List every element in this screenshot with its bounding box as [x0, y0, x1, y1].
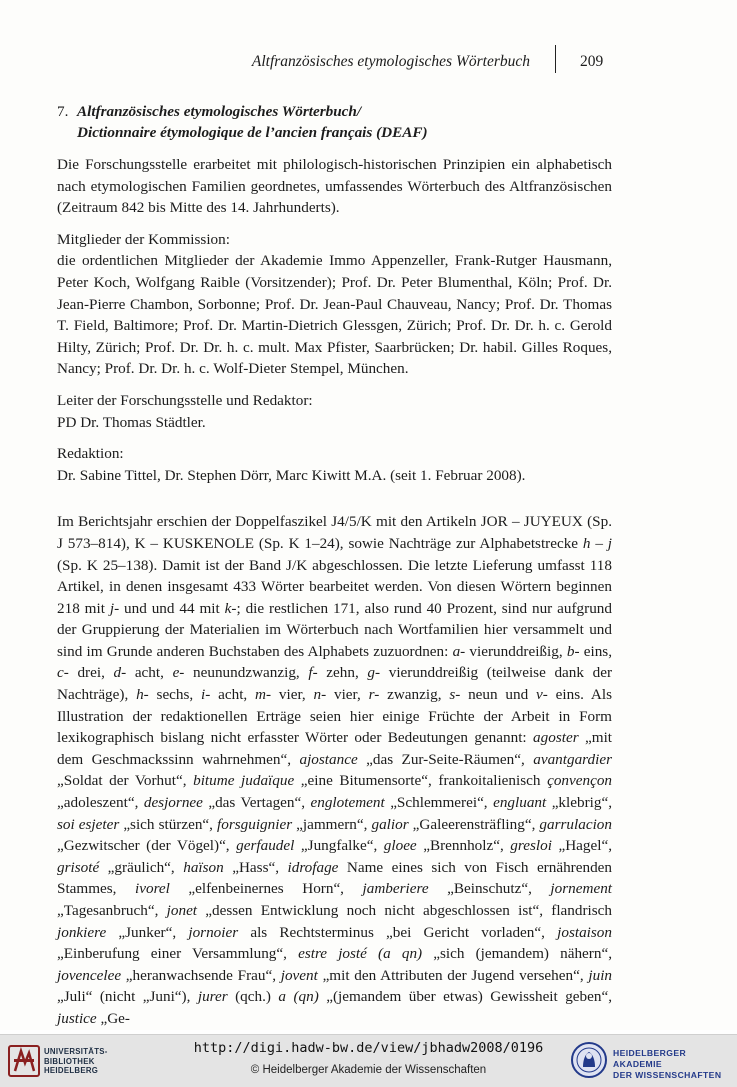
- report-text: neunundzwanzig,: [184, 664, 309, 682]
- leader-label: Leiter der Forschungsstelle und Redaktor:: [57, 391, 313, 409]
- gloss: „klebrig“,: [546, 794, 612, 812]
- headword: juin: [588, 966, 613, 984]
- headword: jostaison: [557, 923, 612, 941]
- report-text: vierunddreißig (teilweise dank der Nachträge),: [57, 664, 613, 704]
- gloss: „dessen Entwicklung noch nicht abgeschlossen ist“, flandrisch: [197, 902, 613, 919]
- gloss: „mit den Attributen der Jugend versehen“,: [317, 966, 589, 984]
- letter-k: k-: [224, 599, 237, 617]
- headword: ivorel: [135, 880, 170, 898]
- headword: grisoté: [57, 858, 100, 876]
- running-head-title: Altfranzösisches etymologisches Wörterbuch: [251, 53, 530, 70]
- headword: haïson: [183, 858, 224, 876]
- report-text: zehn,: [317, 664, 368, 682]
- gloss: „elfenbeinernes Horn“,: [169, 880, 363, 898]
- headword: bitume judaïque: [193, 772, 295, 790]
- logo-text-line: BIBLIOTHEK: [44, 1056, 95, 1066]
- headword: jovent: [280, 966, 318, 984]
- section-title-line1: Altfranzösisches etymologisches Wörterbuch/: [77, 103, 362, 120]
- headword: idrofage: [287, 858, 339, 876]
- gloss: „Beinschutz“,: [428, 880, 551, 898]
- headword: gloee: [383, 837, 417, 855]
- report-text: vier,: [271, 686, 314, 704]
- letter-e: e-: [172, 664, 185, 682]
- gloss: „das Zur-Seite-Räumen“,: [357, 750, 534, 768]
- gloss: „(jemandem über etwas) Gewissheit geben“,: [318, 988, 612, 1006]
- gloss: „Soldat der Vorhut“,: [57, 772, 194, 790]
- gloss: „das Vertagen“,: [202, 794, 311, 812]
- report-text: und und 44 mit: [119, 599, 225, 617]
- logo-text-line: UNIVERSITÄTS-: [44, 1047, 108, 1056]
- running-head-divider: [555, 45, 556, 73]
- headword: garrulacion: [539, 815, 612, 833]
- headword: ajostance: [299, 750, 358, 768]
- report-range: h – j: [582, 534, 612, 552]
- report-text: eins. Als Illustration der redaktionellen Erträge seien hier einige Früchte der Arbeit in Form lexikographisch bislang nicht erfasster Wörter oder Bedeutungen genannt:: [57, 686, 612, 747]
- headword: forsguignier: [217, 815, 293, 833]
- letter-d: d-: [113, 664, 127, 682]
- report-text: vierunddreißig,: [465, 642, 567, 660]
- letter-h: h-: [136, 686, 149, 704]
- academy-seal-icon: [570, 1041, 608, 1079]
- report-text: acht,: [126, 664, 173, 682]
- section-heading: [57, 101, 612, 143]
- headword: englotement: [310, 794, 385, 812]
- headword: engluant: [493, 794, 547, 812]
- headword: jovencelee: [57, 966, 122, 984]
- letter-a: a-: [452, 642, 466, 660]
- section-title-line2: Dictionnaire étymologique de l’ancien français (DEAF): [77, 124, 428, 141]
- letter-v: v-: [536, 686, 548, 704]
- page-number: 209: [580, 53, 604, 70]
- letter-g: g-: [367, 664, 381, 682]
- gloss: (qch.): [227, 988, 279, 1006]
- gloss: „jammern“,: [292, 815, 372, 833]
- letter-c: c-: [57, 664, 69, 682]
- report-text: eins,: [579, 642, 612, 660]
- intro-paragraph: Die Forschungsstelle erarbeitet mit philologisch-historischen Prinzipien ein alphabetisch nach etymologischen Familien geordnetes, umfassendes Wörterbuch des Altfranzösischen (Zeitraum 842 bis Mitte des 14. Jahrhunderts).: [57, 156, 612, 217]
- academy-name: [613, 1048, 737, 1081]
- gloss: „Jungfalke“,: [294, 837, 384, 855]
- letter-m: m-: [255, 686, 272, 704]
- commission-members: die ordentlichen Mitglieder der Akademie Immo Appenzeller, Frank-Rutger Hausmann, Peter Koch, Wolfgang Raible (Vorsitzender); Prof. Dr. Peter Blumenthal, Köln; Prof. Dr. Jean-Pierre Chambon, Sorbonne; Prof. Dr. Jean-Paul Chauveau, Nancy; Prof. Dr. Thomas T. Field, Baltimore; Prof. Dr. Martin-Dietrich Glessgen, Zürich; Prof. Dr. Dr. h. c. Gerold Hilty, Zürich; Prof. Dr. Dr. h. c. mult. Max Pfister, Saarbrücken; Dr. habil. Gilles Roques, Nancy; Prof. Dr. Dr. h. c. Wolf-Dieter Stempel, München.: [57, 252, 612, 378]
- gloss: „Einberufung einer Versammlung“,: [57, 945, 299, 963]
- report-text: vier,: [326, 686, 369, 704]
- gloss: „Brennholz“,: [416, 837, 511, 855]
- gloss: „mit dem Geschmackssinn wahrnehmen“,: [57, 729, 613, 768]
- logo-text-line: HEIDELBERGER AKADEMIE: [613, 1048, 687, 1069]
- letter-r: r-: [368, 686, 380, 704]
- headword: jornoier: [188, 923, 239, 941]
- report-text: Im Berichtsjahr erschien der Doppelfaszikel J4/5/K mit den Artikeln JOR – JUYEUX (Sp. J 573–814), K – KUSKENOLE (Sp. K 1–24), sowie Nachträge zur Alphabetstrecke: [57, 513, 612, 552]
- gloss: „Schlemmerei“,: [384, 794, 494, 812]
- gloss: als Rechtsterminus „bei Gericht vorladen“,: [238, 923, 558, 941]
- headword: galior: [371, 815, 409, 833]
- letter-i: i-: [201, 686, 211, 704]
- headword: jonkiere: [57, 923, 107, 941]
- headword: desjornee: [143, 794, 203, 812]
- permalink-url[interactable]: http://digi.hadw-bw.de/view/jbhadw2008/0196: [193, 1040, 544, 1056]
- headword: justice: [57, 1009, 97, 1027]
- headword: a (qn): [278, 988, 319, 1006]
- headword: gerfaudel: [236, 837, 295, 855]
- gloss: „Ge-: [96, 1009, 130, 1027]
- section-number: 7.: [57, 103, 69, 120]
- headword: soi esjeter: [57, 815, 120, 833]
- report-text: ; die restlichen 171, also rund 40 Prozent, sind nur aufgrund der Gruppierung der Materialien im Wörterbuch nach Wortfamilien hier versammelt und sind im Grunde anderen Buchstaben des Alphabets zuzuordnen:: [57, 599, 612, 660]
- logo-text-line: HEIDELBERG: [44, 1066, 99, 1075]
- headword: estre josté (a qn): [298, 945, 423, 963]
- gloss: „Galeerensträfling“,: [408, 815, 540, 833]
- viewer-footer: [0, 1034, 737, 1087]
- report-text: neun und: [460, 686, 537, 704]
- headword: avantgardier: [533, 750, 612, 768]
- report-text: zwanzig,: [379, 686, 450, 704]
- gloss: „gräulich“,: [99, 858, 184, 876]
- letter-b: b-: [566, 642, 580, 660]
- gloss: „Hass“,: [223, 858, 288, 876]
- copyright-notice: © Heidelberger Akademie der Wissenschaften: [250, 1064, 487, 1076]
- gloss: „Hagel“,: [551, 837, 613, 855]
- editors-label: Redaktion:: [57, 445, 124, 463]
- letter-j: j-: [109, 599, 120, 617]
- report-paragraph: [57, 511, 612, 1029]
- report-text: drei,: [68, 664, 114, 682]
- gloss: „Juli“ (nicht „Juni“),: [57, 988, 198, 1006]
- logo-text-line: DER WISSENSCHAFTEN: [613, 1070, 722, 1080]
- leader-name: PD Dr. Thomas Städtler.: [57, 413, 206, 431]
- gloss: Name eines sich von Fisch ernährenden Stammes,: [57, 858, 612, 898]
- letter-s: s-: [449, 686, 461, 704]
- report-text: (Sp. K 25–138). Damit ist der Band J/K abgeschlossen. Die letzte Lieferung umfasst 118 Artikel, in denen insgesamt 433 Wörter bearbeitet werden. Von diesen Wörtern beginnen 218 mit: [57, 556, 612, 617]
- headword: jamberiere: [362, 880, 429, 898]
- running-head: [0, 53, 737, 77]
- headword: agoster: [533, 729, 579, 747]
- gloss: „Tagesanbruch“,: [57, 902, 167, 919]
- gloss: „adoleszent“,: [57, 794, 144, 812]
- editors-names: Dr. Sabine Tittel, Dr. Stephen Dörr, Marc Kiwitt M.A. (seit 1. Februar 2008).: [57, 466, 526, 484]
- gloss: „Gezwitscher (der Vögel)“,: [57, 837, 237, 855]
- gloss: „sich stürzen“,: [119, 815, 218, 833]
- report-text: sechs,: [148, 686, 202, 704]
- letter-f: f-: [308, 664, 318, 682]
- gloss: „eine Bitumensorte“, frankoitalienisch: [294, 772, 548, 790]
- report-text: acht,: [210, 686, 256, 704]
- headword: jonet: [166, 902, 198, 919]
- headword: jornement: [550, 880, 613, 898]
- headword: jurer: [197, 988, 228, 1006]
- headword: çonvençon: [547, 772, 613, 790]
- commission-label: Mitglieder der Kommission:: [57, 230, 230, 248]
- gloss: „sich (jemandem) nähern“,: [422, 945, 612, 963]
- gloss: „heranwachsende Frau“,: [121, 966, 281, 984]
- page-content: [57, 101, 612, 1030]
- headword: gresloi: [510, 837, 552, 855]
- letter-n: n-: [313, 686, 327, 704]
- gloss: „Junker“,: [106, 923, 189, 941]
